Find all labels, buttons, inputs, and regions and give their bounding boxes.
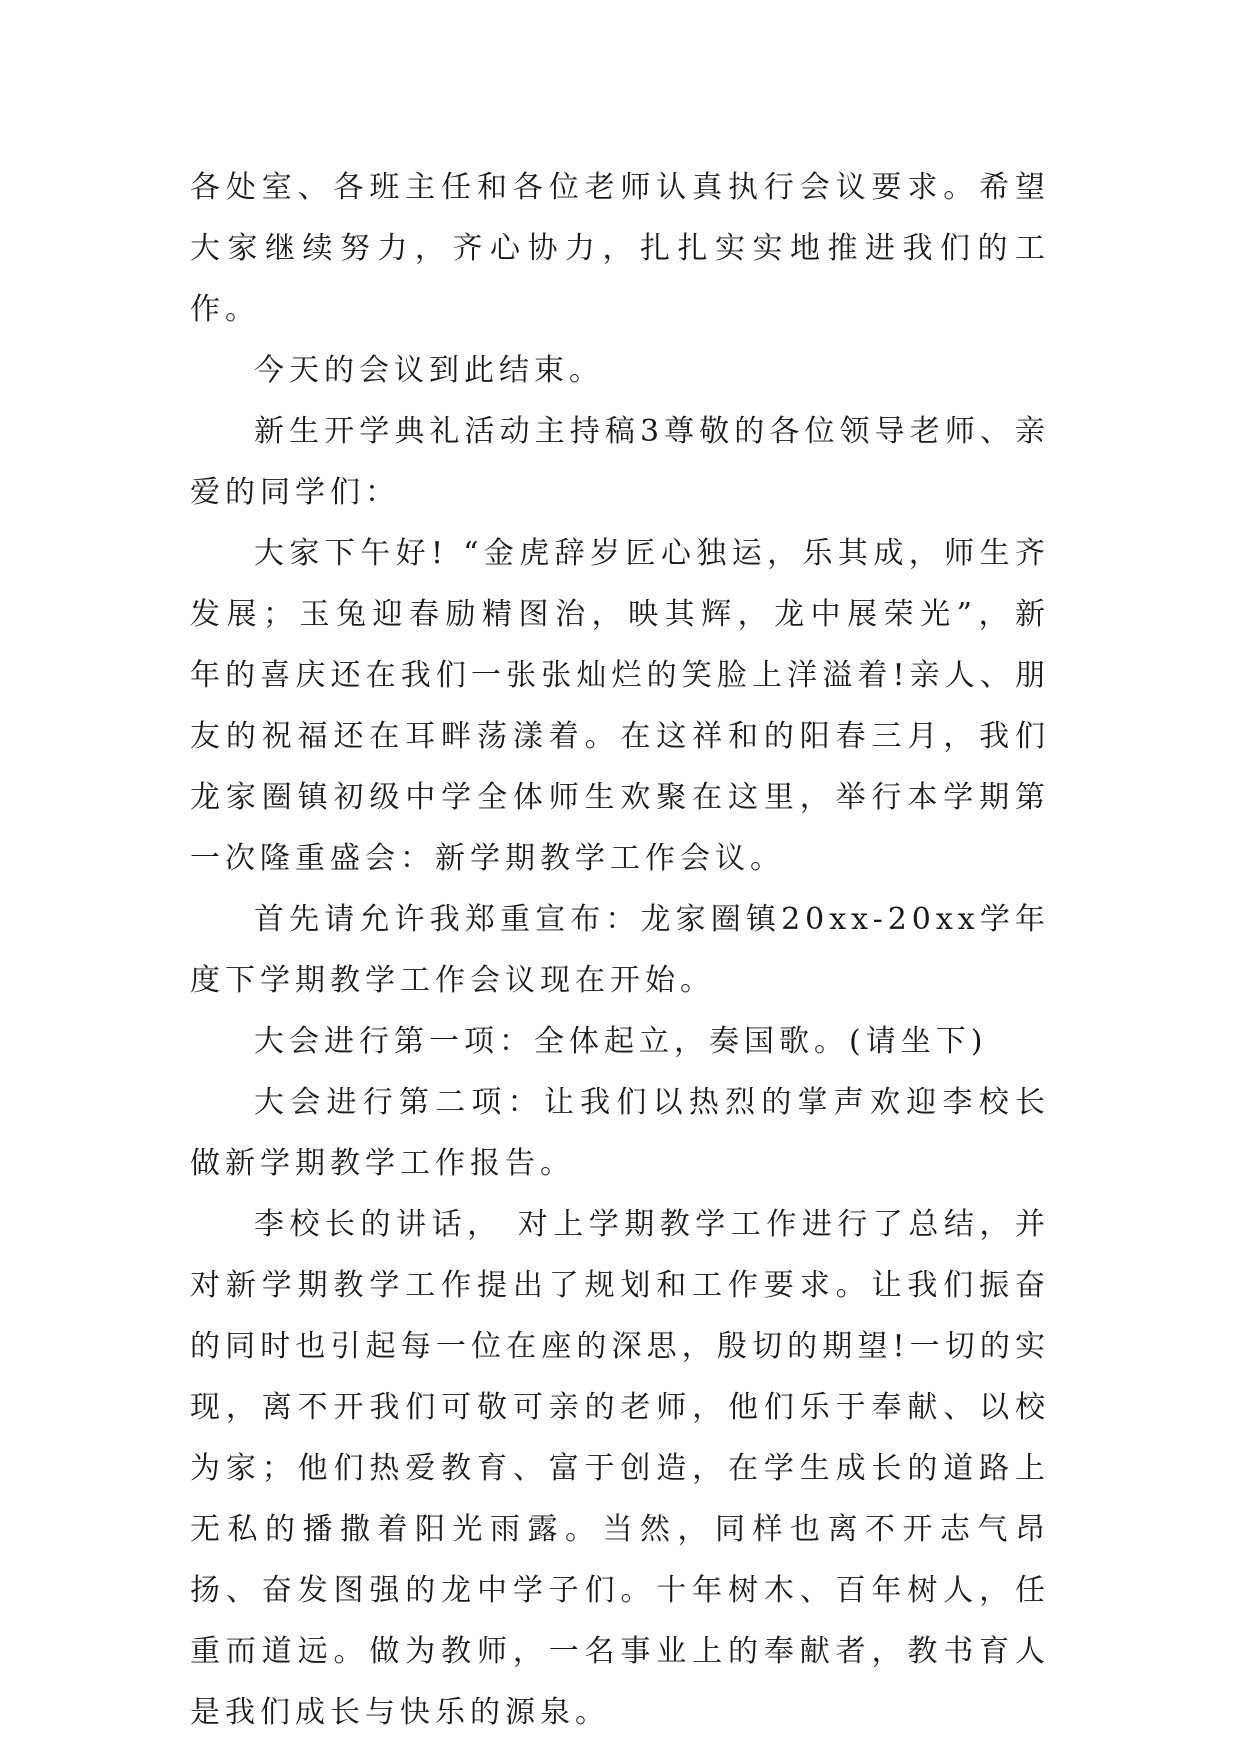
document-body [190, 157, 1050, 1743]
paragraph-script-title-greeting: 新生开学典礼活动主持稿3尊敬的各位领导老师、亲爱的同学们： [190, 414, 1050, 510]
paragraph-announcement: 首先请允许我郑重宣布：龙家圈镇20xx-20xx学年度下学期教学工作会议现在开始。 [190, 902, 1050, 998]
paragraph-closing-request: 各处室、各班主任和各位老师认真执行会议要求。希望大家继续努力，齐心协力，扎扎实实地推进我们的工作。 [190, 170, 1050, 327]
paragraph-principal-speech: 李校长的讲话， 对上学期教学工作进行了总结，并对新学期教学工作提出了规划和工作要求。让我们振奋的同时也引起每一位在座的深思，殷切的期望!一切的实现，离不开我们可敬可亲的老师，他们乐于奉献、以校为家；他们热爱教育、富于创造，在学生成长的道路上无私的播撒着阳光雨露。当然，同样也离不开志气昂扬、奋发图强的龙中学子们。十年树木、百年树人，任重而道远。做为教师，一名事业上的奉献者，教书育人是我们成长与快乐的源泉。 [190, 1207, 1050, 1730]
paragraph-meeting-end: 今天的会议到此结束。 [254, 353, 604, 388]
paragraph-opening-remarks: 大家下午好! “金虎辞岁匠心独运，乐其成，师生齐发展；玉兔迎春励精图治，映其辉，龙中展荣光”，新年的喜庆还在我们一张张灿烂的笑脸上洋溢着!亲人、朋友的祝福还在耳畔荡漾着。在这祥和的阳春三月，我们龙家圈镇初级中学全体师生欢聚在这里，举行本学期第一次隆重盛会：新学期教学工作会议。 [190, 536, 1050, 876]
paragraph-item-one: 大会进行第一项：全体起立，奏国歌。(请坐下) [254, 1024, 988, 1059]
paragraph-item-two: 大会进行第二项：让我们以热烈的掌声欢迎李校长做新学期教学工作报告。 [190, 1085, 1050, 1181]
